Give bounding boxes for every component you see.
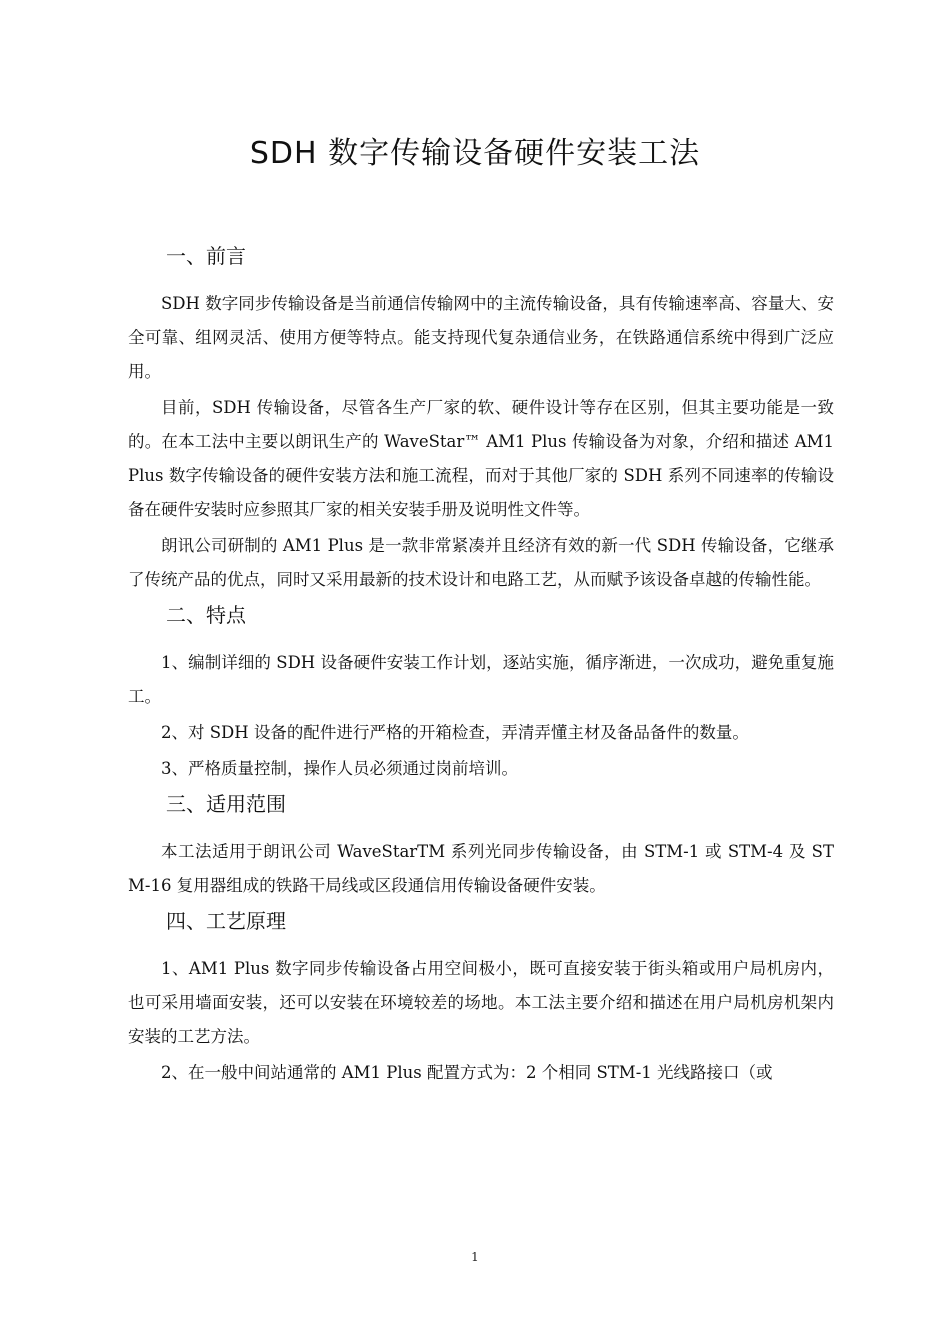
paragraph: 目前，SDH 传输设备，尽管各生产厂家的软、硬件设计等存在区别，但其主要功能是一致的。在本工法中主要以朗讯生产的 WaveStar™ AM1 Plus 传输设备为对象，介绍和描述 AM1 Plus 数字传输设备的硬件安装方法和施工流程，而对于其他厂家的 SDH 系列不同速率的传输设备在硬件安装时应参照其厂家的相关安装手册及说明性文件等。 [128, 398, 834, 519]
section-heading-principle: 四、工艺原理 [166, 909, 286, 933]
section-heading-preface: 一、前言 [166, 244, 246, 268]
document-title: SDH 数字传输设备硬件安装工法 [249, 136, 701, 171]
paragraph: 1、编制详细的 SDH 设备硬件安装工作计划，逐站实施，循序渐进，一次成功，避免重复施工。 [128, 653, 834, 706]
paragraph: 2、在一般中间站通常的 AM1 Plus 配置方式为：2 个相同 STM-1 光线路接口（或 [161, 1063, 773, 1082]
paragraph: 1、AM1 Plus 数字同步传输设备占用空间极小，既可直接安装于街头箱或用户局机房内，也可采用墙面安装，还可以安装在环境较差的场地。本工法主要介绍和描述在用户局机房机架内安装的工艺方法。 [128, 959, 834, 1046]
paragraph: 2、对 SDH 设备的配件进行严格的开箱检查，弄清弄懂主材及备品备件的数量。 [161, 723, 749, 742]
paragraph: 朗讯公司研制的 AM1 Plus 是一款非常紧凑并且经济有效的新一代 SDH 传输设备，它继承了传统产品的优点，同时又采用最新的技术设计和电路工艺，从而赋予该设备卓越的传输性能。 [128, 536, 834, 589]
paragraph: 本工法适用于朗讯公司 WaveStarTM 系列光同步传输设备，由 STM-1 或 STM-4 及 STM-16 复用器组成的铁路干局线或区段通信用传输设备硬件安装。 [128, 842, 834, 895]
section-heading-scope: 三、适用范围 [166, 792, 286, 816]
page-number: 1 [471, 1250, 479, 1264]
paragraph: 3、严格质量控制，操作人员必须通过岗前培训。 [161, 759, 518, 778]
paragraph: SDH 数字同步传输设备是当前通信传输网中的主流传输设备，具有传输速率高、容量大、安全可靠、组网灵活、使用方便等特点。能支持现代复杂通信业务，在铁路通信系统中得到广泛应用。 [128, 294, 834, 381]
section-heading-features: 二、特点 [166, 603, 246, 627]
document-body [128, 238, 834, 1090]
